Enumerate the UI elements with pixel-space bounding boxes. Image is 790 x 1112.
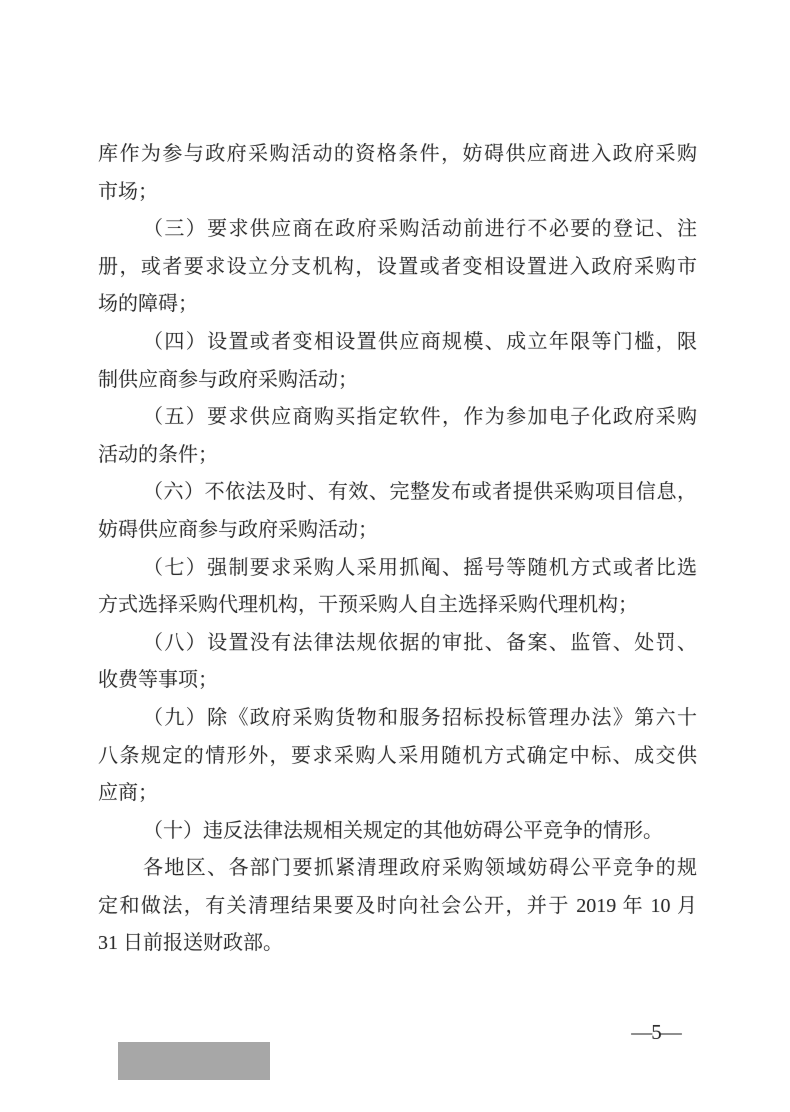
- body-line: （八）设置没有法律法规依据的审批、备案、监管、处罚、: [143, 631, 697, 654]
- body-line: 八条规定的情形外，要求采购人采用随机方式确定中标、成交供: [98, 744, 697, 767]
- document-body: [98, 136, 697, 963]
- body-line: 库作为参与政府采购活动的资格条件，妨碍供应商进入政府采购: [98, 143, 697, 165]
- body-line: （四）设置或者变相设置供应商规模、成立年限等门槛，限: [143, 330, 697, 353]
- body-line: （七）强制要求采购人采用抓阄、摇号等随机方式或者比选: [143, 556, 697, 579]
- scan-artifact-block: [118, 1042, 270, 1080]
- body-line: 册，或者要求设立分支机构，设置或者变相设置进入政府采购市: [98, 255, 697, 278]
- body-line: 场的障碍；: [98, 293, 198, 316]
- body-line: 妨碍供应商参与政府采购活动；: [98, 518, 378, 541]
- body-line: （九）除《政府采购货物和服务招标投标管理办法》第六十: [143, 706, 697, 729]
- body-line: 收费等事项；: [98, 669, 218, 692]
- body-line: （六）不依法及时、有效、完整发布或者提供采购项目信息，: [143, 481, 697, 504]
- body-line: 市场；: [98, 180, 158, 203]
- body-line: 各地区、各部门要抓紧清理政府采购领域妨碍公平竞争的规: [143, 857, 697, 880]
- body-line: 应商；: [98, 782, 158, 805]
- body-line: 31 日前报送财政部。: [98, 932, 283, 955]
- body-line: （三）要求供应商在政府采购活动前进行不必要的登记、注: [143, 218, 697, 241]
- page-number: —5—: [631, 1020, 681, 1044]
- body-line: 活动的条件；: [98, 443, 218, 466]
- body-line: 定和做法，有关清理结果要及时向社会公开，并于 2019 年 10 月: [98, 894, 697, 917]
- body-line: 制供应商参与政府采购活动；: [98, 368, 358, 391]
- body-line: （五）要求供应商购买指定软件，作为参加电子化政府采购: [143, 406, 697, 429]
- body-line: （十）违反法律法规相关规定的其他妨碍公平竞争的情形。: [143, 819, 663, 842]
- body-line: 方式选择采购代理机构，干预采购人自主选择采购代理机构；: [98, 594, 638, 617]
